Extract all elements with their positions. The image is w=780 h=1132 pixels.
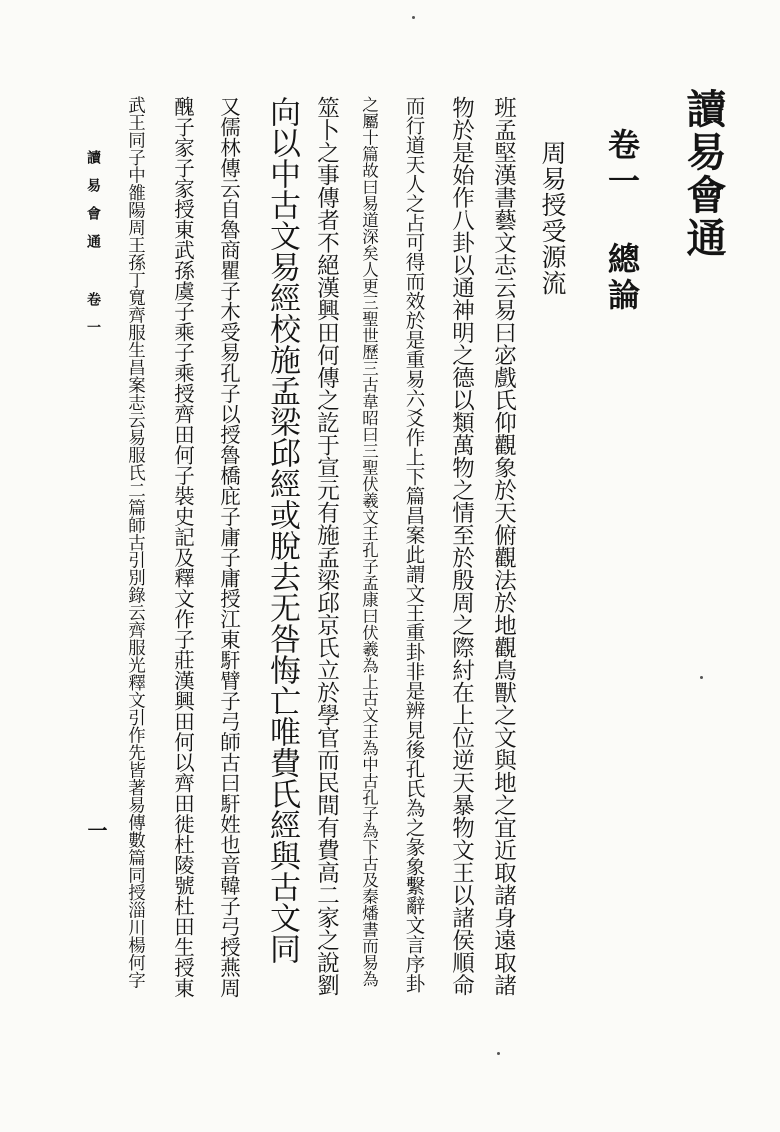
print-speck [412,16,415,19]
page-number: 一 [84,820,108,840]
book-title: 讀易會通 [680,88,727,260]
section-title: 周易授受源流 [538,140,567,296]
running-head: 讀易會通 卷一 [85,150,101,348]
text-column-9: 武王同子中雒陽周王孫丁寬齊服生昌案志云易服氏二篇師古引別錄云齊服光釋文引作先皆著易傳數篇同授淄川楊何字 [125,96,146,989]
text-column-3: 而行道天人之占可得而效於是重易六爻作上下篇昌案此謂文王重卦非是辨見後孔氏為之彖象繫辭文言序卦 [402,96,426,993]
text-column-2: 物於是始作八卦以通神明之德以類萬物之情至於殷周之際紂在上位逆天暴物文王以諸侯順命 [448,96,475,996]
text-column-1: 班孟堅漢書藝文志云易曰宓戲氏仰觀象於天俯觀法於地觀鳥獸之文與地之宜近取諸身遠取諸 [490,96,517,996]
text-column-8: 醜子家子家授東武孫虞子乘子乘授齊田何子裝史記及釋文作子莊漢興田何以齊田徙杜陵號杜田生授東 [170,96,195,998]
text-column-4: 之屬十篇故曰易道深矣人更三聖世歷三古韋昭曰三聖伏羲文王孔子孟康曰伏羲為上古文王為中古孔子為下古及秦燔書而易為 [359,96,379,987]
print-speck [497,1052,500,1055]
text-column-5: 筮卜之事傳者不絕漢興田何傳之訖于宣元有施孟梁邱京氏立於學官而民間有費高二家之說劉 [313,96,340,996]
chapter-heading: 卷一 總論 [603,128,641,314]
text-column-6: 向以中古文易經校施孟梁邱經或脫去无咎悔亡唯費氏經與古文同 [264,96,300,964]
text-column-7: 又儒林傳云自魯商瞿子木受易孔子以授魯橋庇子庸子庸授江東馯臂子弓師古曰馯姓也音韓子弓授燕周 [216,96,241,998]
print-speck [700,676,703,679]
